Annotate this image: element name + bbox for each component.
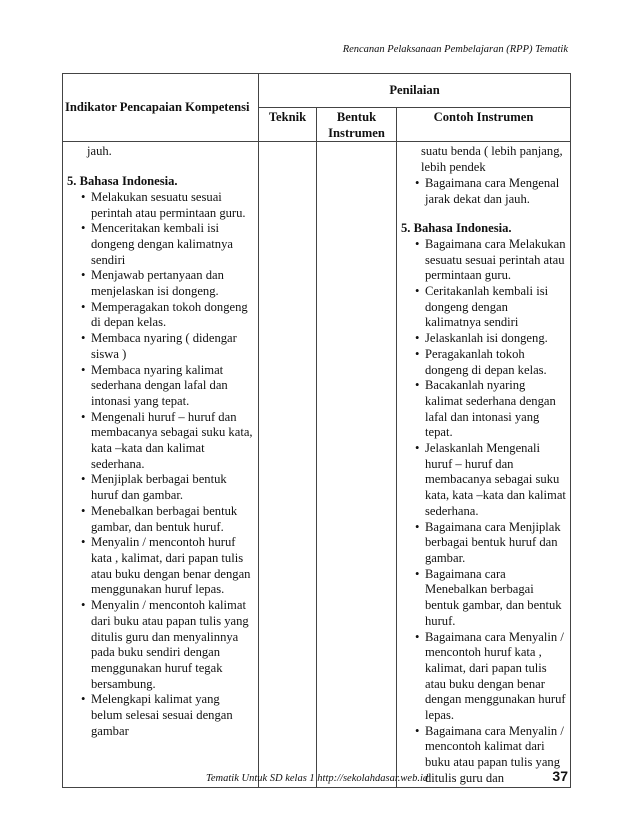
- footer-text: Tematik Untuk SD kelas 1 http://sekolahdasar.web.id: [206, 773, 429, 784]
- list-item: • Bagaimana cara Menyalin / mencontoh huruf kata , kalimat, dari papan tulis atau buku dengan benar dengan menggunakan huruf lepas.: [401, 630, 566, 724]
- list-item: • Bagaimana cara Menebalkan berbagai bentuk gambar, dan bentuk huruf.: [401, 567, 566, 630]
- penilaian-header: Penilaian: [259, 74, 571, 108]
- assessment-table: [62, 73, 571, 788]
- bentuk-instrumen-cell: [317, 142, 397, 787]
- list-item: • Menebalkan berbagai bentuk gambar, dan bentuk huruf.: [67, 504, 254, 535]
- list-item: • Membaca nyaring ( didengar siswa ): [67, 331, 254, 362]
- list-item: • Mengenali huruf – huruf dan membacanya sebagai suku kata, kata –kata dan kalimat sederhana.: [67, 410, 254, 473]
- list-item: • Bacakanlah nyaring kalimat sederhana dengan lafal dan intonasi yang tepat.: [401, 378, 566, 441]
- list-item: • Menyalin / mencontoh huruf kata , kalimat, dari papan tulis atau buku dengan benar dengan menggunakan huruf lepas.: [67, 535, 254, 598]
- contoh-instrumen-header: Contoh Instrumen: [397, 108, 571, 142]
- list-item: • Menjawab pertanyaan dan menjelaskan isi dongeng.: [67, 268, 254, 299]
- list-item: • Melengkapi kalimat yang belum selesai sesuai dengan gambar: [67, 692, 254, 739]
- list-item: • Bagaimana cara Mengenal jarak dekat dan jauh.: [401, 176, 566, 207]
- contoh-list: [401, 237, 566, 787]
- list-item: • Menjiplak berbagai bentuk huruf dan gambar.: [67, 472, 254, 503]
- list-item: • Jelaskanlah Mengenali huruf – huruf dan membacanya sebagai suku kata, kata –kata dan kalimat sederhana.: [401, 441, 566, 520]
- indicator-continued-text: jauh.: [87, 144, 112, 159]
- bentuk-instrumen-header: Bentuk Instrumen: [317, 108, 397, 142]
- list-item: • Menceritakan kembali isi dongeng dengan kalimatnya sendiri: [67, 221, 254, 268]
- list-item: • Peragakanlah tokoh dongeng di depan kelas.: [401, 347, 566, 378]
- list-item: • Bagaimana cara Melakukan sesuatu sesuai perintah atau permintaan guru.: [401, 237, 566, 284]
- contoh-continued-text: suatu benda ( lebih panjang, lebih pendek: [421, 144, 563, 175]
- contoh-cell: [397, 142, 571, 787]
- list-item: • Jelaskanlah isi dongeng.: [401, 331, 566, 347]
- indicator-section-title: 5. Bahasa Indonesia.: [67, 174, 178, 189]
- running-header: Rencanan Pelaksanaan Pembelajaran (RPP) Tematik: [342, 44, 568, 55]
- list-item: • Memperagakan tokoh dongeng di depan kelas.: [67, 300, 254, 331]
- page-number: 37: [552, 768, 568, 784]
- list-item: • Melakukan sesuatu sesuai perintah atau permintaan guru.: [67, 190, 254, 221]
- indicator-column-header: Indikator Pencapaian Kompetensi: [63, 74, 259, 142]
- list-item: • Ceritakanlah kembali isi dongeng dengan kalimatnya sendiri: [401, 284, 566, 331]
- indicator-cell: [63, 142, 259, 787]
- teknik-cell: [259, 142, 317, 787]
- contoh-section-title: 5. Bahasa Indonesia.: [401, 221, 512, 236]
- list-item: • Menyalin / mencontoh kalimat dari buku atau papan tulis yang ditulis guru dan menyalinnya pada buku sendiri dengan menggunakan huruf tegak bersambung.: [67, 598, 254, 692]
- teknik-header: Teknik: [259, 108, 317, 142]
- list-item: • Membaca nyaring kalimat sederhana dengan lafal dan intonasi yang tepat.: [67, 363, 254, 410]
- indicator-list: [67, 190, 254, 740]
- list-item: • Bagaimana cara Menjiplak berbagai bentuk huruf dan gambar.: [401, 520, 566, 567]
- contoh-pre-list: [401, 176, 566, 207]
- list-item: • Bagaimana cara Menyalin / mencontoh kalimat dari buku atau papan tulis yang ditulis guru dan: [401, 724, 566, 787]
